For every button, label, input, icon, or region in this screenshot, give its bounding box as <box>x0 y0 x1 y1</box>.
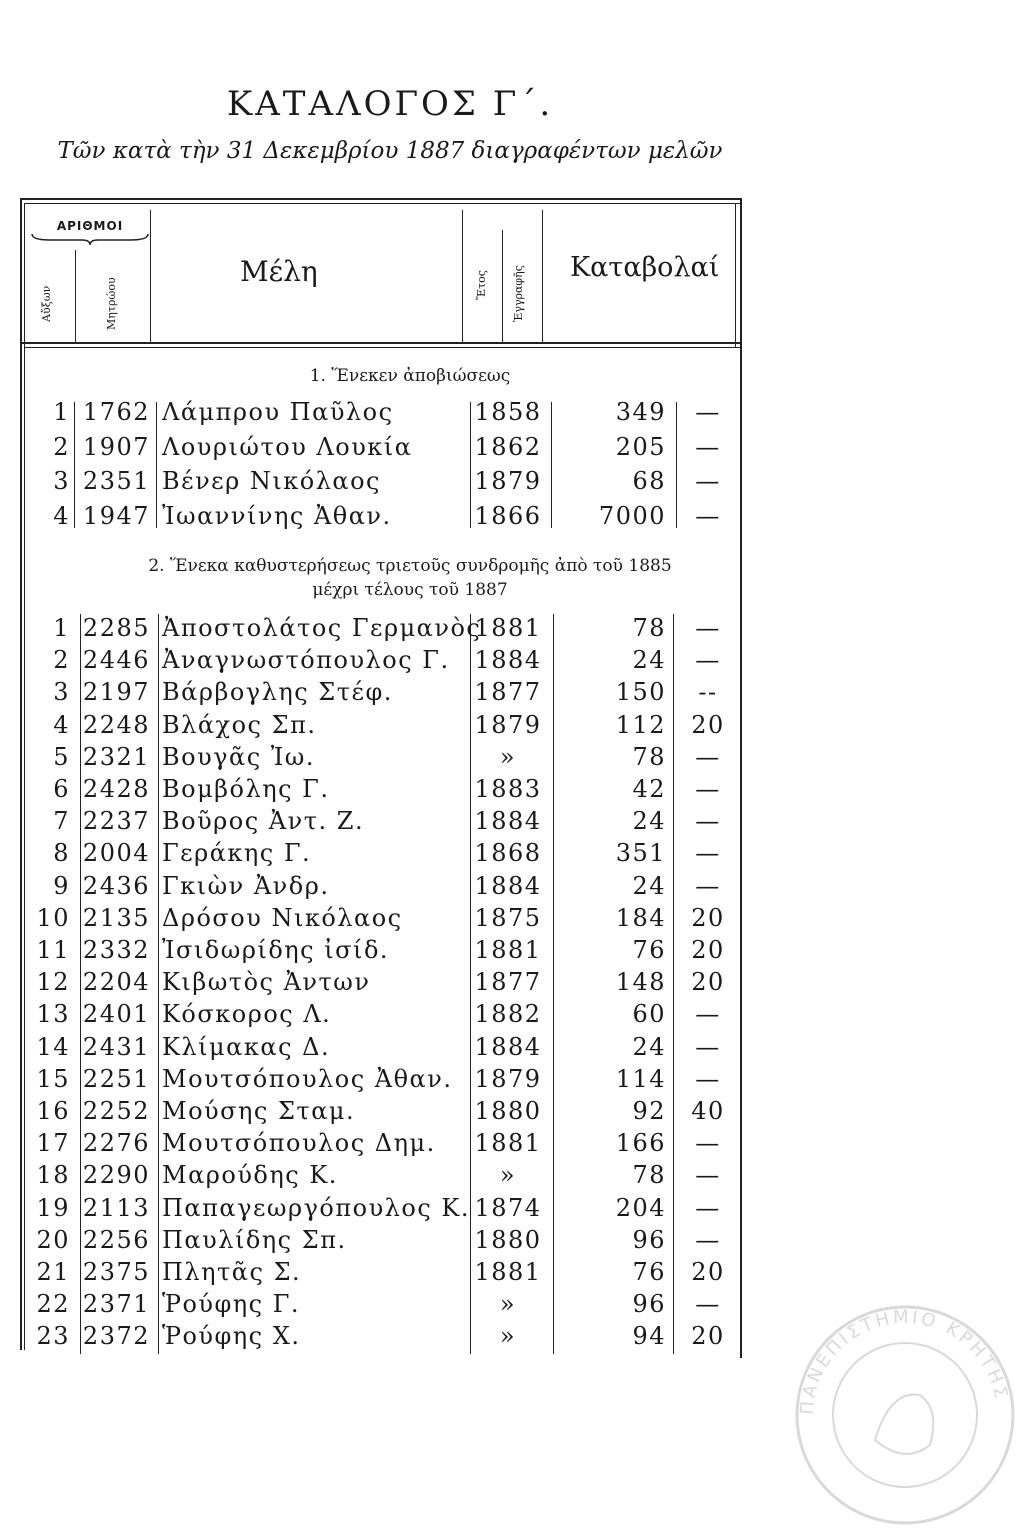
registry-number: 2251 <box>82 1064 150 1093</box>
table-row <box>0 775 1020 807</box>
member-name: Δρόσου Νικόλαος <box>162 903 403 932</box>
payments-amount: 76 <box>632 936 666 964</box>
payments-extra: — <box>695 646 721 675</box>
header-brace <box>30 232 150 246</box>
row-number: 6 <box>53 775 70 803</box>
header-bottom-border-inner <box>24 347 740 348</box>
payments-amount: 42 <box>632 775 666 803</box>
payments-amount: 114 <box>615 1064 666 1093</box>
payments-amount: 24 <box>632 807 666 836</box>
registry-number: 2204 <box>82 968 150 997</box>
table-row <box>0 1097 1020 1129</box>
library-seal <box>790 1300 1020 1530</box>
row-number: 16 <box>36 1097 70 1125</box>
payments-amount: 78 <box>632 614 666 642</box>
payments-extra: — <box>695 432 721 461</box>
registry-number: 2197 <box>82 678 150 707</box>
registration-year: 1879 <box>474 467 542 495</box>
registration-year: » <box>499 1161 517 1190</box>
payments-amount: 148 <box>615 968 666 997</box>
payments-amount: 68 <box>632 467 666 495</box>
row-number: 13 <box>36 1000 70 1029</box>
table-row <box>0 904 1020 936</box>
registration-year: 1866 <box>474 501 542 530</box>
payments-amount: 205 <box>615 432 666 461</box>
row-number: 20 <box>36 1225 70 1254</box>
payments-amount: 166 <box>615 1129 666 1158</box>
s1-divider-year-left <box>470 402 471 528</box>
member-name: Μουτσόπουλος Ἀθαν. <box>162 1064 453 1093</box>
s1-divider-mit <box>156 402 157 528</box>
table-right-border-inner <box>735 203 736 348</box>
member-name: Κλίμακας Δ. <box>162 1032 331 1061</box>
table-row <box>0 1129 1020 1161</box>
registration-year: 1877 <box>474 968 542 997</box>
row-number: 8 <box>53 839 70 868</box>
section-1-title: 1. Ἕνεκεν ἀποβιώσεως <box>309 366 511 386</box>
table-row <box>0 502 1020 534</box>
registry-number: 1762 <box>82 398 150 426</box>
table-row <box>0 1065 1020 1097</box>
registration-year: 1879 <box>474 710 542 739</box>
table-row <box>0 1258 1020 1290</box>
registration-year: » <box>499 1290 517 1319</box>
payments-amount: 78 <box>632 1161 666 1190</box>
table-top-border <box>20 198 740 200</box>
table-row <box>0 678 1020 710</box>
table-row <box>0 807 1020 839</box>
section-2-title-line1: 2. Ἕνεκα καθυστερήσεως τριετοῦς συνδρομῆς ἀπὸ τοῦ 1885 <box>148 556 672 576</box>
s2-divider-mit <box>158 614 159 1354</box>
registry-number: 2436 <box>82 871 150 900</box>
table-row <box>0 398 1020 430</box>
header-divider-year-left <box>462 210 463 342</box>
header-meli: Μέλη <box>240 255 318 288</box>
table-row <box>0 467 1020 499</box>
registry-number: 2237 <box>82 807 150 836</box>
registry-number: 2351 <box>82 467 150 495</box>
payments-amount: 76 <box>632 1258 666 1286</box>
member-name: Λάμπρου Παῦλος <box>162 398 394 426</box>
member-name: Λουριώτου Λουκία <box>162 432 413 461</box>
payments-amount: 96 <box>632 1225 666 1254</box>
row-number: 22 <box>36 1290 70 1319</box>
member-name: Ἰσιδωρίδης ἰσίδ. <box>162 936 390 964</box>
member-name: Ἀποστολάτος Γερμανὸς <box>162 614 482 642</box>
row-number: 3 <box>53 467 70 495</box>
registry-number: 2321 <box>82 742 150 771</box>
payments-extra: — <box>695 1129 721 1158</box>
s1-divider-year-right <box>551 402 552 528</box>
registration-year: » <box>499 1322 517 1351</box>
payments-extra: — <box>695 839 721 868</box>
header-bottom-border <box>20 342 740 344</box>
svg-text:ΠΑΝΕΠΙΣΤΗΜΙΟ ΚΡΗΤΗΣ <box>797 1307 1012 1416</box>
payments-extra: — <box>695 1193 721 1222</box>
row-number: 4 <box>53 501 70 530</box>
registration-year: 1884 <box>474 807 542 836</box>
member-name: Μούσης Σταμ. <box>162 1097 356 1125</box>
s2-divider-ax <box>80 614 81 1354</box>
registry-number: 2256 <box>82 1225 150 1254</box>
registration-year: 1874 <box>474 1193 542 1222</box>
row-number: 5 <box>53 742 70 771</box>
payments-amount: 94 <box>632 1322 666 1351</box>
registry-number: 2428 <box>82 775 150 803</box>
page-subtitle: Τῶν κατὰ τὴν 31 Δεκεμβρίου 1887 διαγραφέντων μελῶν <box>57 138 723 164</box>
header-mitroou: Μητρώου <box>105 277 118 330</box>
member-name: Γκιὼν Ἀνδρ. <box>162 871 330 900</box>
payments-extra: — <box>695 1225 721 1254</box>
registration-year: 1879 <box>474 1064 542 1093</box>
header-divider-ax <box>75 250 76 342</box>
member-name: Παπαγεωργόπουλος Κ. <box>162 1193 470 1222</box>
registration-year: 1862 <box>474 432 542 461</box>
registration-year: 1881 <box>474 1258 542 1286</box>
payments-amount: 150 <box>615 678 666 707</box>
payments-amount: 24 <box>632 646 666 675</box>
payments-amount: 78 <box>632 742 666 771</box>
payments-extra: — <box>695 1032 721 1061</box>
payments-amount: 60 <box>632 1000 666 1029</box>
payments-extra: 20 <box>691 936 725 964</box>
s2-divider-amt <box>673 614 674 1354</box>
header-axon: Αὔξων <box>40 285 53 322</box>
row-number: 21 <box>36 1258 70 1286</box>
registry-number: 2431 <box>82 1032 150 1061</box>
member-name: Βλάχος Σπ. <box>162 710 317 739</box>
member-name: Παυλίδης Σπ. <box>162 1225 347 1254</box>
registry-number: 2375 <box>82 1258 150 1286</box>
member-name: Βένερ Νικόλαος <box>162 467 381 495</box>
member-name: Κιβωτὸς Ἀντων <box>162 968 371 997</box>
payments-extra: 40 <box>691 1097 725 1125</box>
member-name: Ἰωαννίνης Ἀθαν. <box>162 501 392 530</box>
registration-year: 1877 <box>474 678 542 707</box>
registration-year: 1880 <box>474 1097 542 1125</box>
row-number: 2 <box>53 646 70 675</box>
registration-year: 1881 <box>474 614 542 642</box>
registry-number: 1947 <box>82 501 150 530</box>
row-number: 4 <box>53 710 70 739</box>
s1-divider-amt <box>676 402 677 528</box>
s2-divider-year-right <box>553 614 554 1354</box>
payments-amount: 112 <box>615 710 666 739</box>
row-number: 17 <box>36 1129 70 1158</box>
payments-extra: 20 <box>691 1322 725 1351</box>
registration-year: 1875 <box>474 903 542 932</box>
registration-year: 1884 <box>474 646 542 675</box>
registry-number: 2372 <box>82 1322 150 1351</box>
member-name: Μαρούδης Κ. <box>162 1161 338 1190</box>
row-number: 10 <box>36 903 70 932</box>
registration-year: 1880 <box>474 1225 542 1254</box>
row-number: 1 <box>53 398 70 426</box>
payments-amount: 204 <box>615 1193 666 1222</box>
row-number: 19 <box>36 1193 70 1222</box>
payments-amount: 351 <box>615 839 666 868</box>
registry-number: 2371 <box>82 1290 150 1319</box>
payments-extra: — <box>695 1064 721 1093</box>
member-name: Μουτσόπουλος Δημ. <box>162 1129 436 1158</box>
payments-amount: 24 <box>632 871 666 900</box>
payments-extra: — <box>695 398 721 426</box>
member-name: Κόσκορος Λ. <box>162 1000 332 1029</box>
payments-amount: 96 <box>632 1290 666 1319</box>
registration-year: 1882 <box>474 1000 542 1029</box>
table-row <box>0 646 1020 678</box>
table-row <box>0 1226 1020 1258</box>
registration-year: 1884 <box>474 871 542 900</box>
payments-amount: 184 <box>615 903 666 932</box>
member-name: Ἀναγνωστόπουλος Γ. <box>162 646 450 675</box>
registry-number: 2113 <box>82 1193 150 1222</box>
payments-extra: — <box>695 614 721 642</box>
payments-extra: — <box>695 501 721 530</box>
row-number: 11 <box>36 936 70 964</box>
header-divider-year-mid <box>502 230 503 342</box>
registration-year: 1884 <box>474 1032 542 1061</box>
registration-year: 1881 <box>474 1129 542 1158</box>
registration-year: 1858 <box>474 398 542 426</box>
payments-extra: 20 <box>691 1258 725 1286</box>
payments-extra: — <box>695 1000 721 1029</box>
row-number: 9 <box>53 871 70 900</box>
table-row <box>0 839 1020 871</box>
registry-number: 2004 <box>82 839 150 868</box>
s2-divider-year-left <box>470 614 471 1354</box>
registry-number: 2290 <box>82 1161 150 1190</box>
registry-number: 2332 <box>82 936 150 964</box>
member-name: Βουγᾶς Ἰω. <box>162 742 315 771</box>
member-name: Γεράκης Γ. <box>162 839 312 868</box>
member-name: Ῥούφης Γ. <box>162 1290 301 1319</box>
payments-extra: 20 <box>691 710 725 739</box>
header-arithmoi: ΑΡΙΘΜΟΙ <box>56 219 124 233</box>
payments-extra: 20 <box>691 968 725 997</box>
registry-number: 2252 <box>82 1097 150 1125</box>
registration-year: » <box>499 742 517 771</box>
table-top-border-inner <box>24 203 740 204</box>
registration-year: 1868 <box>474 839 542 868</box>
registry-number: 2248 <box>82 710 150 739</box>
payments-extra: — <box>695 775 721 803</box>
registry-number: 2135 <box>82 903 150 932</box>
row-number: 2 <box>53 432 70 461</box>
payments-amount: 24 <box>632 1032 666 1061</box>
member-name: Πλητᾶς Σ. <box>162 1258 302 1286</box>
payments-amount: 349 <box>615 398 666 426</box>
table-row <box>0 743 1020 775</box>
row-number: 12 <box>36 968 70 997</box>
table-row <box>0 1033 1020 1065</box>
table-row <box>0 1161 1020 1193</box>
table-row <box>0 614 1020 646</box>
payments-extra: -- <box>698 678 718 707</box>
registry-number: 2446 <box>82 646 150 675</box>
registry-number: 2285 <box>82 614 150 642</box>
row-number: 1 <box>53 614 70 642</box>
registry-number: 2276 <box>82 1129 150 1158</box>
row-number: 3 <box>53 678 70 707</box>
registration-year: 1883 <box>474 775 542 803</box>
payments-amount: 92 <box>632 1097 666 1125</box>
table-row <box>0 711 1020 743</box>
page-title: ΚΑΤΑΛΟΓΟΣ Γ΄. <box>226 84 554 124</box>
row-number: 7 <box>53 807 70 836</box>
table-row <box>0 936 1020 968</box>
s1-divider-ax <box>74 402 75 528</box>
table-row <box>0 872 1020 904</box>
payments-extra: — <box>695 467 721 495</box>
payments-extra: — <box>695 807 721 836</box>
member-name: Ῥούφης Χ. <box>162 1322 301 1351</box>
header-eggrafis: Ἐγγραφῆς <box>512 265 525 322</box>
table-row <box>0 433 1020 465</box>
member-name: Βάρβογλης Στέφ. <box>162 678 393 707</box>
header-katavolai: Καταβολαί <box>570 252 720 283</box>
registry-number: 1907 <box>82 432 150 461</box>
table-row <box>0 968 1020 1000</box>
table-row <box>0 1000 1020 1032</box>
header-divider-year-right <box>542 210 543 342</box>
section-2-title-line2: μέχρι τέλους τοῦ 1887 <box>312 580 508 600</box>
payments-extra: — <box>695 742 721 771</box>
payments-extra: — <box>695 1161 721 1190</box>
row-number: 23 <box>36 1322 70 1351</box>
member-name: Βοῦρος Ἀντ. Ζ. <box>162 807 365 836</box>
row-number: 15 <box>36 1064 70 1093</box>
seal-text: ΠΑΝΕΠΙΣΤΗΜΙΟ ΚΡΗΤΗΣ <box>796 1306 1012 1416</box>
payments-amount: 7000 <box>598 501 666 530</box>
row-number: 14 <box>36 1032 70 1061</box>
table-row <box>0 1194 1020 1226</box>
registry-number: 2401 <box>82 1000 150 1029</box>
payments-extra: — <box>695 1290 721 1319</box>
payments-extra: 20 <box>691 903 725 932</box>
row-number: 18 <box>36 1161 70 1190</box>
member-name: Βομβόλης Γ. <box>162 775 330 803</box>
header-divider-arithmoi <box>150 210 151 342</box>
registration-year: 1881 <box>474 936 542 964</box>
payments-extra: — <box>695 871 721 900</box>
header-etos: Ἔτος <box>475 270 488 300</box>
